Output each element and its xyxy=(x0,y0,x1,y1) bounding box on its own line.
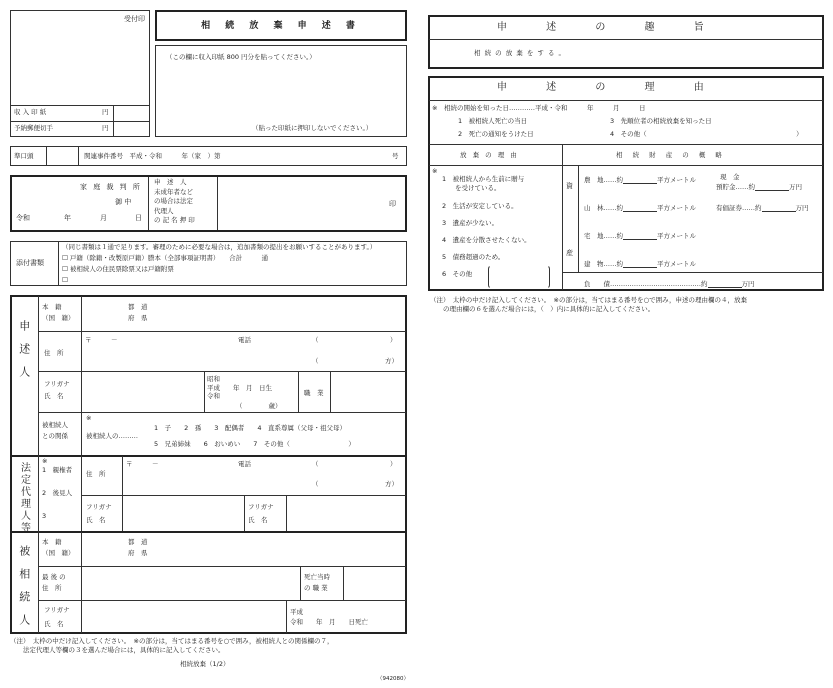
asset-row[interactable]: 農 地……約 平方メートル xyxy=(584,175,696,184)
known-date[interactable]: 相続の開始を知った日…………平成・令和 年 月 日 xyxy=(444,104,646,112)
relation-options-row1[interactable]: 1 子 2 孫 3 配偶者 4 直系尊属（父母・祖父母） xyxy=(154,424,347,432)
reason-mark: ※ xyxy=(432,104,438,112)
applicant-seal-label: 申 述 人 未成年者など の場合は法定 代理人 の 記 名 押 印 xyxy=(154,178,195,224)
legal-rep-postal[interactable]: 〒 － xyxy=(126,460,159,468)
reason-item[interactable]: 6 その他 xyxy=(442,270,473,278)
applicant-address-label: 住 所 xyxy=(44,349,64,357)
prelim-label: 準口頭 xyxy=(14,152,34,160)
date-year[interactable]: 年 xyxy=(64,214,71,222)
legal-rep-phone-label: 電話 xyxy=(238,460,251,468)
page-label: 相続放棄（1/2） xyxy=(180,660,230,668)
legal-rep-option[interactable]: 3 xyxy=(42,512,47,520)
stamp-note: （貼った印紙に押印しないでください。） xyxy=(252,124,373,132)
attachments-note: （同じ書類は１通で足ります。審理のために必要な場合は，追加書類の提出をお願いすることがあります。） xyxy=(62,243,377,251)
date-month[interactable]: 月 xyxy=(100,214,107,222)
known-option[interactable]: 3 先順位者の相続放棄を知った日 xyxy=(610,117,712,125)
footnote-left: （注） 太枠の中だけ記入してください。 ※の部分は，当てはまる番号を○で囲み，被相続人との関係欄の７， 法定代理人等欄の３を選んだ場合には，具体的に記入してください。 xyxy=(10,637,334,654)
legal-rep-address-label: 住 所 xyxy=(86,470,106,478)
receipt-stamp-label: 受付印 xyxy=(124,15,145,23)
postage-yen: 円 xyxy=(102,124,109,132)
legal-rep-name-1: 氏 名 xyxy=(86,516,106,524)
honseki-pref: 都 道 府 県 xyxy=(128,303,148,322)
asset-row[interactable]: 建 物……約 平方メートル xyxy=(584,259,696,268)
occupation-label: 職 業 xyxy=(304,389,324,397)
related-case-label[interactable]: 関連事件番号 平成・令和 年（家 ）第 xyxy=(84,152,221,160)
decedent-honseki-label: 本 籍 （国 籍） xyxy=(42,538,75,557)
postage-label: 予納郵便切手 xyxy=(14,124,53,132)
applicant-name-label: 氏 名 xyxy=(44,392,64,400)
reason-item[interactable]: 2 生活が安定している。 xyxy=(442,202,518,210)
asset-row[interactable]: 山 林……約 平方メートル xyxy=(584,203,696,212)
reason-header: 申 述 の 理 由 xyxy=(497,82,722,93)
reason-items-mark: ※ xyxy=(432,167,438,175)
last-address-label: 最 後 の 住 所 xyxy=(42,573,66,592)
reason-item[interactable]: 4 遺産を分散させたくない。 xyxy=(442,236,531,244)
other-reason-bracket[interactable] xyxy=(488,265,550,289)
applicant-age[interactable]: （ 歳） xyxy=(236,402,282,410)
legal-rep-mark: ※ xyxy=(42,457,48,465)
applicant-furigana-label: フリガナ xyxy=(44,380,70,388)
applicant-postal[interactable]: 〒 － xyxy=(85,336,118,344)
revenue-stamp-label: 収 入 印 紙 xyxy=(14,108,47,116)
relation-lead: 被相続人の……… xyxy=(86,432,138,440)
cash-label: 現 金 xyxy=(720,173,740,181)
revenue-stamp-area xyxy=(155,45,407,137)
legal-rep-furigana-2: フリガナ xyxy=(248,503,274,511)
decedent-occupation-label: 死亡当時 の 職 業 xyxy=(304,573,330,592)
applicant-care-of-open[interactable]: （ xyxy=(312,357,319,365)
legal-rep-option[interactable]: 2 後見人 xyxy=(42,489,73,497)
attachment-item[interactable]: ☐ xyxy=(62,276,68,284)
applicant-phone-open[interactable]: （ xyxy=(312,336,319,344)
legal-rep-furigana-1: フリガナ xyxy=(86,503,112,511)
attachment-item[interactable]: ☐ 戸籍（除籍・改製原戸籍）謄本（全部事項証明書） 合計 通 xyxy=(62,254,269,262)
seal-mark[interactable]: 印 xyxy=(389,200,396,208)
assets-side-label: 産 xyxy=(566,249,573,257)
form-code: （942080） xyxy=(377,676,409,682)
purpose-header: 申 述 の 趣 旨 xyxy=(497,22,722,33)
reason-item[interactable]: 1 被相続人から生前に贈与 xyxy=(442,175,525,183)
legal-rep-care-of[interactable]: 方） xyxy=(385,480,398,488)
legal-rep-section-label: 法定代理人等 xyxy=(18,462,30,534)
legal-rep-phone-open[interactable]: （ xyxy=(312,460,319,468)
receipt-stamp-box xyxy=(10,10,150,137)
court-label: 家 庭 裁 判 所 xyxy=(80,183,142,191)
cash-row[interactable]: 預貯金……約 万円 xyxy=(716,182,802,191)
date-day[interactable]: 日 xyxy=(135,214,142,222)
known-option[interactable]: 4 その他（ ） xyxy=(610,130,803,138)
relation-label: 被相続人 との関係 xyxy=(42,421,68,440)
form-title-box xyxy=(155,10,407,41)
decedent-furigana-label: フリガナ xyxy=(44,606,70,614)
applicant-birth[interactable]: 昭和 平成 年 月 日生 令和 xyxy=(207,375,272,400)
legal-rep-option[interactable]: 1 親権者 xyxy=(42,466,73,474)
legal-rep-phone-close[interactable]: ） xyxy=(390,460,397,468)
applicant-phone-close[interactable]: ） xyxy=(390,336,397,344)
attachment-item[interactable]: ☐ 被相続人の住民票除票又は戸籍附票 xyxy=(62,265,174,273)
relation-options-row2[interactable]: 5 兄弟姉妹 6 おいめい 7 その他（ ） xyxy=(154,440,355,448)
reason-item[interactable]: を受けている。 xyxy=(442,184,501,192)
honseki-label: 本 籍 （国 籍） xyxy=(42,303,75,322)
known-option[interactable]: 2 死亡の通知をうけた日 xyxy=(458,130,534,138)
death-date[interactable]: 平成 令和 年 月 日死亡 xyxy=(290,608,368,626)
legal-rep-care-of-open[interactable]: （ xyxy=(312,480,319,488)
attachments-label: 添付書類 xyxy=(16,259,44,267)
revenue-stamp-yen: 円 xyxy=(102,108,109,116)
legal-rep-name-2: 氏 名 xyxy=(248,516,268,524)
relation-note-mark: ※ xyxy=(86,414,92,422)
form-title: 相 続 放 棄 申 述 書 xyxy=(201,21,361,31)
date-era: 令和 xyxy=(16,214,30,222)
stamp-instruction: （この欄に収入印紙 800 円分を貼ってください。） xyxy=(166,53,316,61)
asset-row[interactable]: 宅 地……約 平方メートル xyxy=(584,231,696,240)
case-number-suffix: 号 xyxy=(392,152,399,160)
decedent-section-label: 被相続人 xyxy=(17,545,31,637)
applicant-phone-label: 電話 xyxy=(238,336,251,344)
applicant-care-of[interactable]: 方） xyxy=(385,357,398,365)
renounce-reason-header: 放 棄 の 理 由 xyxy=(460,151,519,159)
party-table xyxy=(10,295,407,634)
purpose-text[interactable]: 相 続 の 放 棄 を す る 。 xyxy=(474,49,567,57)
court-date-box xyxy=(10,175,407,232)
applicant-section-label: 申述人 xyxy=(17,320,31,389)
court-to-label: 御 中 xyxy=(115,198,132,206)
estate-header: 相 続 財 産 の 概 略 xyxy=(616,151,726,159)
reason-item[interactable]: 5 債務超過のため。 xyxy=(442,253,505,261)
reason-item[interactable]: 3 遺産が少ない。 xyxy=(442,219,499,227)
footnote-right: （注） 太枠の中だけ記入してください。 ※の部分は，当てはまる番号を○で囲み，申述の理由欄の４，放棄 の理由欄の６を選んだ場合には，（ ）内に具体的に記入してください。 xyxy=(430,296,748,313)
debt-row[interactable]: 負 債……………………………………約 万円 xyxy=(584,279,755,288)
decedent-name-label: 氏 名 xyxy=(44,620,64,628)
securities-row[interactable]: 有価証券……約 万円 xyxy=(716,203,809,212)
assets-side-label: 資 xyxy=(566,182,573,190)
known-option[interactable]: 1 被相続人死亡の当日 xyxy=(458,117,528,125)
decedent-honseki-pref: 都 道 府 県 xyxy=(128,538,148,557)
